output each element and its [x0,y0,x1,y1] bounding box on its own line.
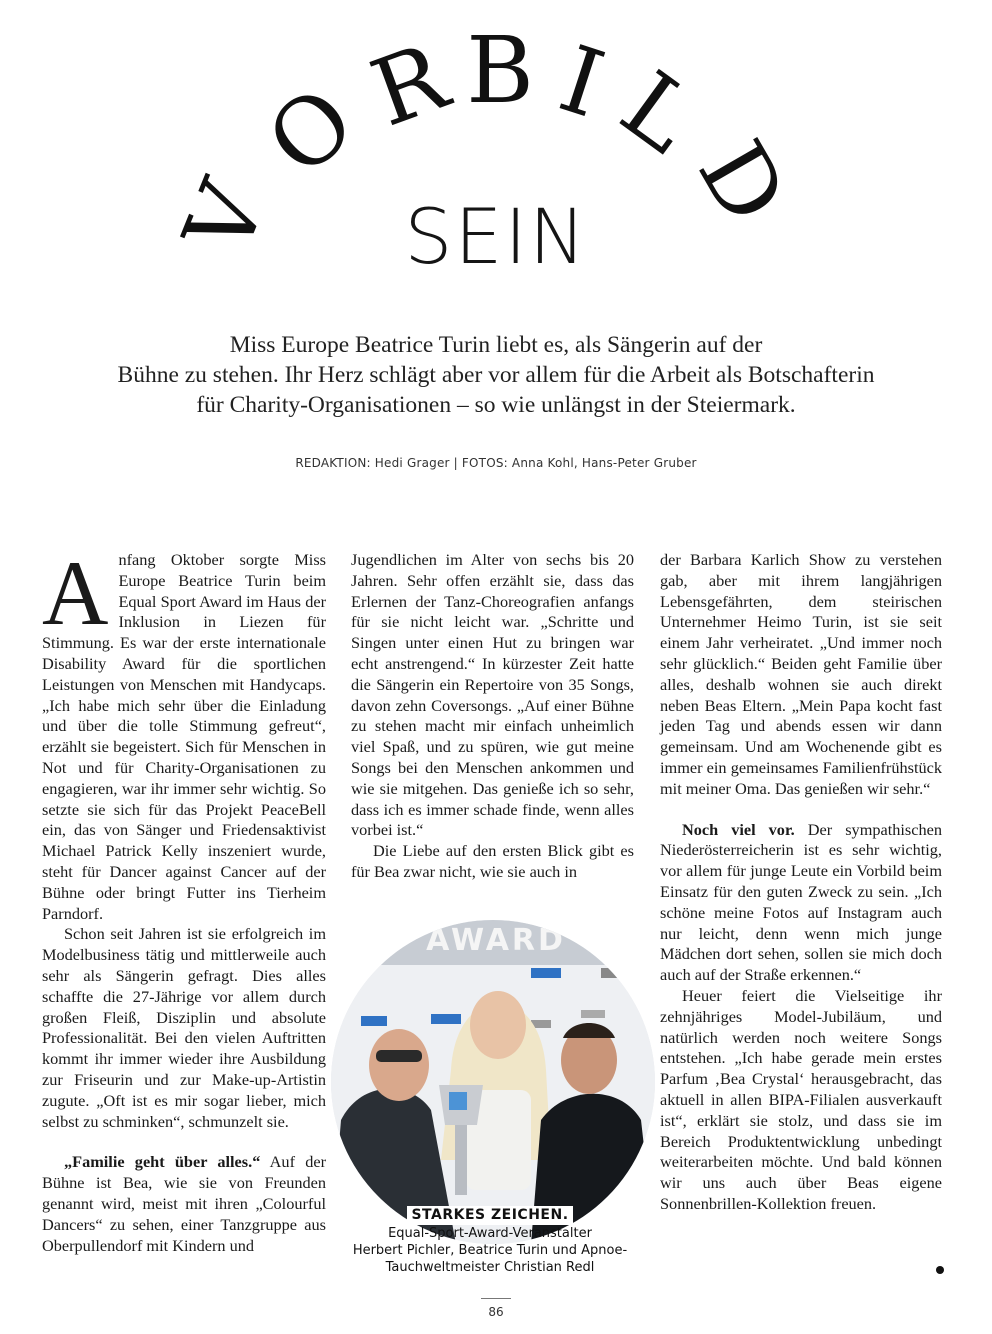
credits: REDAKTION: Hedi Grager | FOTOS: Anna Kohl, Hans-Peter Gruber [295,456,697,470]
photo-illustration [331,920,655,1244]
paragraph-text: Auf der Bühne ist Bea, wie sie von Freunden genannt wird, meist mit ihren „Colourful Dancers“ zu sehen, einer Tanzgruppe aus Oberpullendorf mit Kindern und [42,1152,327,1255]
caption-line: Tauchweltmeister Christian Redl [385,1260,595,1275]
paragraph: Jugendlichen im Alter von sechs bis 20 Jahren. Sehr offen erzählt sie, dass das Erlernen der Tanz-Choreografien anfangs für sie nicht leicht war. „Schritte und Singen unter einen Hut zu bringen war echt anstrengend.“ In kürzester Zeit hatte die Sängerin ein Repertoire von 35 Songs, davon zehn Coversongs. „Auf einer Bühne zu stehen macht mir einfach unheimlich viel Spaß, und zu spüren, wie gut meine Songs bei den Menschen ankommen und wie sie mitgehen. Das genieße ich so sehr, dass ich es immer schade finde, wenn alles vorbei ist.“ [351,550,634,840]
lead-line: für Charity-Organisationen – so wie unlängst in der Steiermark. [196,392,796,418]
article-column-2 [351,550,634,883]
page-divider [481,1298,511,1299]
title-letter-i: I [547,25,616,139]
lead-paragraph [40,330,952,420]
paragraph-text: Der sympathischen Niederösterreicherin ist es sehr wichtig, vor allem für junge Leute ein Vorbild beim Einsatz für den guten Zweck zu sein. „Ich schöne meine Fotos auf Instagram auch nur leicht, denn wenn mich junge Mädchen dort sehen, sollen sie mich doch auch auf der Straße erkennen.“ [660,819,942,985]
title-letter-o: O [247,66,375,197]
paragraph: der Barbara Karlich Show zu verstehen gab, aber mit ihrem langjährigen Lebensgefährten, dem steirischen Unternehmer Heimo Turin, ist sie seit einem Jahr verheiratet. „Und immer noch sehr glücklich.“ Beiden geht Familie über alles, deshalb wohnen sie auch direkt neben Beas Eltern. „Mein Papa kocht fast jeden Tag und abends essen wir dann gemeinsam. Und am Wochenende gibt es immer ein gemeinsames Familienfrühstück mit meiner Oma. Das genießen wir sehr.“ [660,550,942,798]
paragraph: Schon seit Jahren ist sie erfolgreich im Modelbusiness tätig und mittlerweile auch sehr als Sängerin gefragt. Dies alles schaffte die 27-Jährige vor allem durch großen Fleiß, Disziplin und absolute Professionalität. Bei den vielen Auftritten kommt ihr immer wieder ihre Ausbildung zur Friseurin und zur Make-up-Artistin zugute. „Oft ist es mir sogar lieber, mich selbst zu schminken“, schmunzelt sie. [42,924,326,1131]
caption-line: Herbert Pichler, Beatrice Turin und Apnoe- [352,1243,628,1258]
lead-line: Miss Europe Beatrice Turin liebt es, als Sängerin auf der [229,332,763,358]
paragraph [42,542,326,924]
caption-line: Equal-Sport-Award-Veranstalter [388,1226,592,1241]
title-sub: SEIN [404,192,588,281]
paragraph [42,1152,326,1256]
title-letter-b: B [466,20,534,124]
subheading: Noch viel vor. [682,819,795,839]
end-mark [936,1266,944,1274]
subheading: „Familie geht über alles.“ [64,1152,261,1172]
title-letter-v: V [163,167,288,270]
lead-line: Bühne zu stehen. Ihr Herz schlägt aber vor allem für die Arbeit als Botschafterin [117,362,875,388]
caption-title: STARKES ZEICHEN. [407,1206,572,1225]
paragraph: Heuer feiert die Vielseitige ihr zehnjähriges Model-Jubiläum, und natürlich werden noch weitere Songs entstehen. „Ich habe gerade mein erstes Parfum ‚Bea Crystal‘ herausgebracht, das aktuell in allen BIPA-Filialen ausverkauft ist“, erklärt sie stolz, und dass sie im Bereich Produktentwicklung unbedingt weiterarbeiten möchte. Und bald können wir uns auch über Beas eigene Sonnenbrillen-Kollektion freuen. [660,985,942,1213]
title-letter-r: R [358,23,461,148]
paragraph-text: nfang Oktober sorgte Miss Europe Beatrice Turin beim Equal Sport Award im Haus der Inklusion in Liezen für Stimmung. Es war der erste internationale Disability Award für die sportlichen Leistungen von Menschen mit Handycaps. „Ich habe mich sehr über die Einladung und über die tolle Stimmung gefreut“, erzählt sie begeistert. Sich für Menschen in Not und für Charity-Organisationen zu engagieren, war ihr immer sehr wichtig. So setzte sie sich für das Projekt PeaceBell ein, das von Sänger und Friedensaktivist Michael Patrick Kelly inszeniert wurde, steht für Dancer against Cancer auf der Bühne oder bringt Futter ins Tierheim Parndorf. [42,550,326,923]
title-letter-l: L [602,51,715,174]
event-photo [331,920,655,1244]
photo-caption [340,1206,640,1276]
page-number: 86 [488,1305,504,1319]
award-banner-text: AWARD [426,923,566,958]
title-letter-d: D [677,123,808,241]
article-column-3 [660,550,942,1215]
article-column-1 [42,542,327,1256]
drop-cap: A [42,542,109,644]
paragraph [660,820,942,986]
paragraph: Die Liebe auf den ersten Blick gibt es für Bea zwar nicht, wie sie auch in [351,841,634,881]
